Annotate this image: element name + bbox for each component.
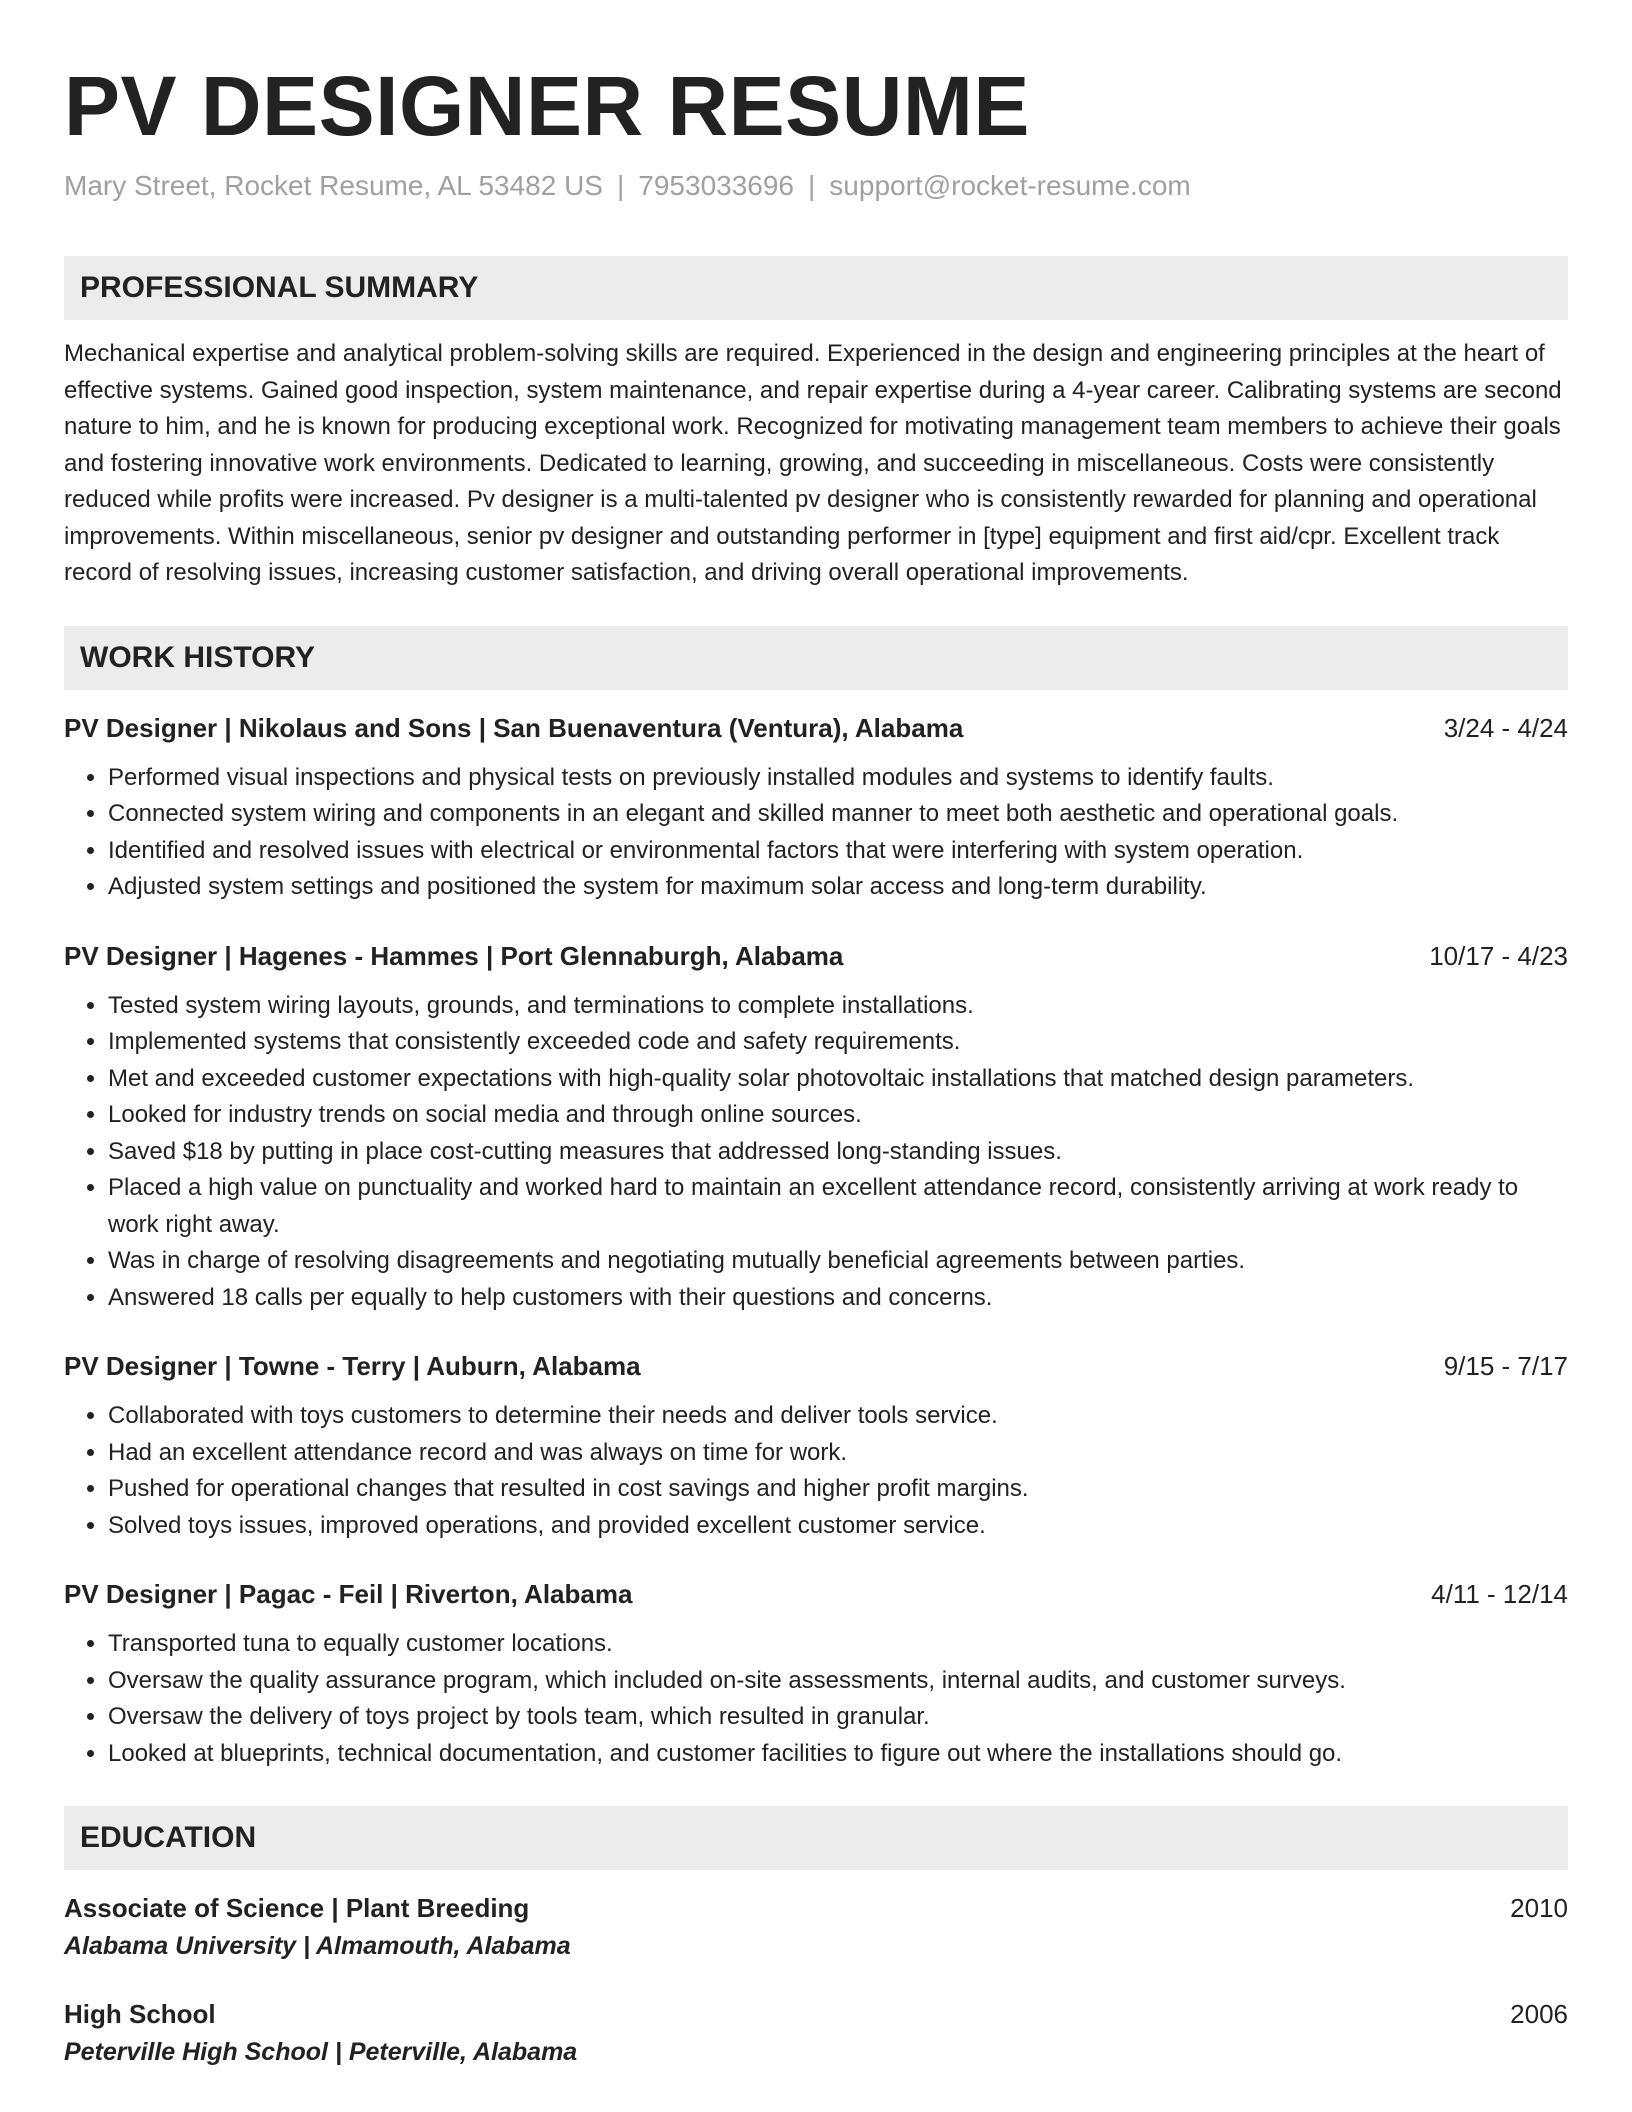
education-entry xyxy=(64,1996,1568,2072)
contact-email: support@rocket-resume.com xyxy=(829,170,1191,201)
job-bullet: • Placed a high value on punctuality and worked hard to maintain an excellent attendance record, consistently arriving at work ready to work right away. xyxy=(108,1170,1568,1243)
job-header xyxy=(64,1576,1568,1612)
job-bullet: • Looked for industry trends on social media and through online sources. xyxy=(108,1097,1568,1134)
job-entry xyxy=(64,938,1568,1317)
education-degree: High School xyxy=(64,1999,216,2029)
job-dates: 3/24 - 4/24 xyxy=(1443,712,1568,743)
job-title: PV Designer | Pagac - Feil | Riverton, Alabama xyxy=(64,1579,633,1609)
education-year: 2006 xyxy=(1510,1999,1568,2029)
education-header xyxy=(64,1996,1568,2032)
job-dates: 10/17 - 4/23 xyxy=(1429,940,1568,971)
contact-phone: 7953033696 xyxy=(638,170,795,201)
job-title: PV Designer | Towne - Terry | Auburn, Alabama xyxy=(64,1351,641,1381)
job-bullet: • Performed visual inspections and physical tests on previously installed modules and systems to identify faults. xyxy=(108,760,1568,797)
summary-section-header: PROFESSIONAL SUMMARY xyxy=(64,256,1568,320)
job-bullet: • Implemented systems that consistently exceeded code and safety requirements. xyxy=(108,1024,1568,1061)
education-entry xyxy=(64,1890,1568,1966)
job-bullet: • Solved toys issues, improved operations, and provided excellent customer service. xyxy=(108,1508,1568,1545)
job-bullet: • Had an excellent attendance record and was always on time for work. xyxy=(108,1435,1568,1472)
job-bullet: • Oversaw the quality assurance program, which included on-site assessments, internal audits, and customer surveys. xyxy=(108,1663,1568,1700)
job-bullet: • Answered 18 calls per equally to help customers with their questions and concerns. xyxy=(108,1280,1568,1317)
job-bullet: • Was in charge of resolving disagreements and negotiating mutually beneficial agreements between parties. xyxy=(108,1243,1568,1280)
job-header xyxy=(64,710,1568,746)
job-entry xyxy=(64,1348,1568,1544)
education-degree: Associate of Science | Plant Breeding xyxy=(64,1893,530,1923)
education-section-header: EDUCATION xyxy=(64,1806,1568,1870)
job-header xyxy=(64,1348,1568,1384)
job-title: PV Designer | Nikolaus and Sons | San Buenaventura (Ventura), Alabama xyxy=(64,712,964,743)
resume-page xyxy=(64,56,1568,2072)
job-dates: 4/11 - 12/14 xyxy=(1431,1579,1568,1609)
job-dates: 9/15 - 7/17 xyxy=(1443,1351,1568,1381)
job-bullet: • Looked at blueprints, technical documentation, and customer facilities to figure out where the installations should go. xyxy=(108,1736,1568,1773)
education-school: Alabama University | Almamouth, Alabama xyxy=(64,1932,571,1960)
job-bullets xyxy=(64,1626,1568,1772)
job-bullet: • Identified and resolved issues with electrical or environmental factors that were interfering with system operation. xyxy=(108,833,1568,870)
job-bullets xyxy=(64,760,1568,906)
job-bullet: • Connected system wiring and components in an elegant and skilled manner to meet both aesthetic and operational goals. xyxy=(108,796,1568,833)
education-header xyxy=(64,1890,1568,1926)
job-bullet: • Adjusted system settings and positioned the system for maximum solar access and long-term durability. xyxy=(108,869,1568,906)
job-bullet: • Tested system wiring layouts, grounds, and terminations to complete installations. xyxy=(108,988,1568,1025)
job-entry xyxy=(64,710,1568,906)
job-bullet: • Met and exceeded customer expectations with high-quality solar photovoltaic installations that matched design parameters. xyxy=(108,1061,1568,1098)
contact-address: Mary Street, Rocket Resume, AL 53482 US xyxy=(64,170,603,201)
summary-text: Mechanical expertise and analytical problem-solving skills are required. Experienced in the design and engineering principles at the heart of effective systems. Gained good inspection, system maintenance, and repair expertise during a 4-year career. Calibrating systems are second nature to him, and he is known for producing exceptional work. Recognized for motivating management team members to achieve their goals and fostering innovative work environments. Dedicated to learning, growing, and succeeding in miscellaneous. Costs were consistently reduced while profits were increased. Pv designer is a multi-talented pv designer who is consistently rewarded for planning and operational improvements. Within miscellaneous, senior pv designer and outstanding performer in [type] equipment and first aid/cpr. Excellent track record of resolving issues, increasing customer satisfaction, and driving overall operational improvements. xyxy=(64,340,1562,586)
contact-separator: | xyxy=(808,170,816,201)
job-bullet: • Oversaw the delivery of toys project by tools team, which resulted in granular. xyxy=(108,1699,1568,1736)
work-history-section-header: WORK HISTORY xyxy=(64,626,1568,690)
job-bullet: • Saved $18 by putting in place cost-cutting measures that addressed long-standing issues. xyxy=(108,1134,1568,1171)
contact-line xyxy=(64,168,1568,204)
job-bullets xyxy=(64,1398,1568,1544)
education-year: 2010 xyxy=(1510,1893,1568,1923)
job-bullets xyxy=(64,988,1568,1317)
contact-separator: | xyxy=(617,170,625,201)
job-title: PV Designer | Hagenes - Hammes | Port Glennaburgh, Alabama xyxy=(64,940,844,971)
job-bullet: • Pushed for operational changes that resulted in cost savings and higher profit margins. xyxy=(108,1471,1568,1508)
education-school: Peterville High School | Peterville, Alabama xyxy=(64,2038,578,2066)
job-entry xyxy=(64,1576,1568,1772)
job-bullet: • Transported tuna to equally customer locations. xyxy=(108,1626,1568,1663)
job-header xyxy=(64,938,1568,974)
resume-title: PV DESIGNER RESUME xyxy=(64,59,1030,153)
job-bullet: • Collaborated with toys customers to determine their needs and deliver tools service. xyxy=(108,1398,1568,1435)
